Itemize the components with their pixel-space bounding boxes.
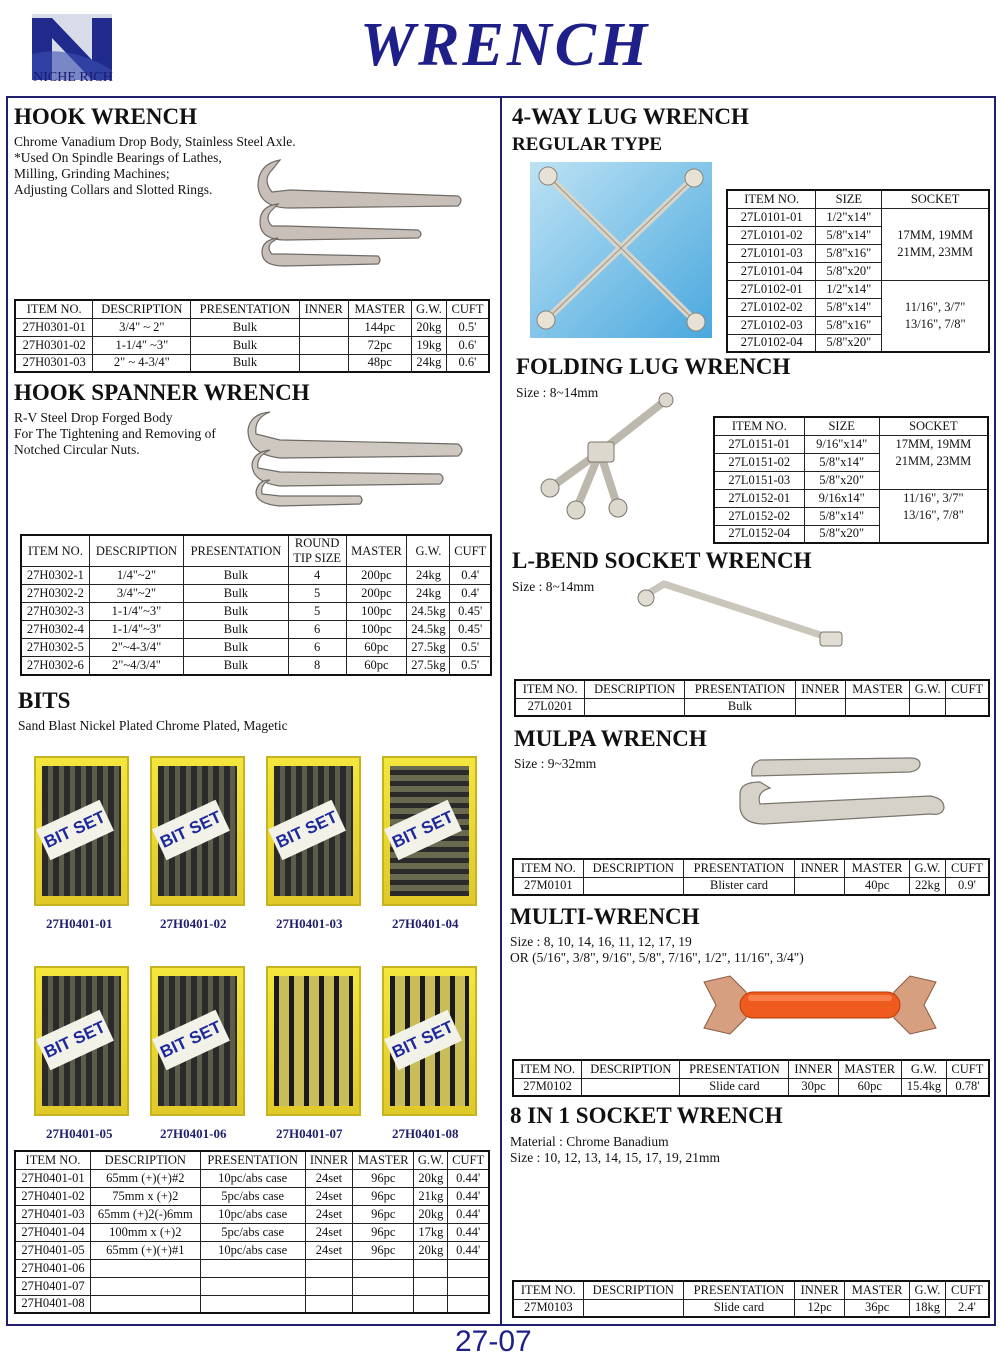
- socket-cell: 17MM, 19MM 21MM, 23MM: [879, 435, 988, 489]
- bit-label: 27H0401-02: [160, 916, 227, 931]
- col-header: CUFT: [448, 1151, 489, 1169]
- col-header: SIZE: [816, 190, 882, 208]
- table-row: 27M0101 Blister card 40pc 22kg 0.9': [513, 877, 989, 895]
- lbend-table: [514, 679, 990, 717]
- bits-heading: BITS: [18, 688, 71, 713]
- table-header-row: [513, 1060, 989, 1078]
- table-row: 27L0152-04 5/8"x20": [714, 525, 988, 543]
- table-row: 27H0301-01 3/4" ~ 2" Bulk 144pc 20kg 0.5': [15, 318, 489, 336]
- socket8-heading: 8 IN 1 SOCKET WRENCH: [510, 1103, 783, 1128]
- bit-label: 27H0401-06: [160, 1126, 227, 1141]
- table-header-row: [513, 859, 989, 877]
- col-header: INNER: [299, 300, 348, 318]
- col-header: ITEM NO.: [15, 1151, 90, 1169]
- col-header: INNER: [795, 1281, 845, 1299]
- socket-cell: 17MM, 19MM 21MM, 23MM: [882, 208, 989, 280]
- col-header: ITEM NO.: [515, 680, 585, 698]
- col-header: DESCRIPTION: [90, 1151, 200, 1169]
- col-header: PRESENTATION: [184, 535, 289, 567]
- col-header: MASTER: [348, 300, 411, 318]
- page-number: 27-07: [455, 1325, 532, 1358]
- table-row: 27H0302-6 2"~4/3/4" Bulk 8 60pc 27.5kg 0.5': [21, 657, 491, 675]
- table-row: 27H0401-02 75mm x (+)2 5pc/abs case 24set 96pc 21kg 0.44': [15, 1187, 489, 1205]
- lug4-heading: 4-WAY LUG WRENCH: [512, 104, 749, 129]
- hook-spanner-desc: R-V Steel Drop Forged Body For The Tightening and Removing of Notched Circular Nuts.: [14, 410, 216, 457]
- table-row: 27H0401-06: [15, 1259, 489, 1277]
- bit-set-photo-01: BIT SET: [34, 756, 129, 906]
- table-row: 27L0101-02 5/8"x14": [727, 226, 989, 244]
- table-row: 27H0302-2 3/4"~2" Bulk 5 200pc 24kg 0.4': [21, 585, 491, 603]
- lbend-size: Size : 8~14mm: [512, 579, 595, 594]
- socket-cell: 11/16", 3/7" 13/16", 7/8": [879, 489, 988, 543]
- col-header: DESCRIPTION: [582, 1060, 680, 1078]
- col-header: DESCRIPTION: [585, 680, 685, 698]
- col-header: PRESENTATION: [683, 859, 794, 877]
- table-header-row: [714, 417, 988, 435]
- col-header: G.W.: [414, 1151, 448, 1169]
- multi-heading: MULTI-WRENCH: [510, 904, 700, 929]
- hook-spanner-heading: HOOK SPANNER WRENCH: [14, 380, 310, 405]
- multi-table: [512, 1059, 990, 1097]
- col-header: G.W.: [411, 300, 446, 318]
- col-header: PRESENTATION: [683, 1281, 794, 1299]
- table-header-row: [513, 1281, 989, 1299]
- col-header: G.W.: [910, 680, 946, 698]
- bit-set-photo-03: BIT SET: [266, 756, 361, 906]
- table-row: 27H0301-02 1-1/4" ~3" Bulk 72pc 19kg 0.6': [15, 336, 489, 354]
- multi-size: Size : 8, 10, 14, 16, 11, 12, 17, 19 OR (5/16", 3/8", 9/16", 5/8", 7/16", 1/2", 11/16", 3/4"): [510, 934, 804, 965]
- page-title: WRENCH: [360, 11, 651, 79]
- table-header-row: [15, 1151, 489, 1169]
- table-row: 27L0151-03 5/8"x20": [714, 471, 988, 489]
- col-header: MASTER: [845, 859, 910, 877]
- bit-label: 27H0401-01: [46, 916, 113, 931]
- col-header: SOCKET: [879, 417, 988, 435]
- col-header: SOCKET: [882, 190, 989, 208]
- table-row: 27H0302-4 1-1/4"~3" Bulk 6 100pc 24.5kg 0.45': [21, 621, 491, 639]
- table-header-row: [727, 190, 989, 208]
- col-header: DESCRIPTION: [89, 535, 183, 567]
- table-row: 27L0102-04 5/8"x20": [727, 334, 989, 352]
- col-header: ROUND TIP SIZE: [288, 535, 346, 567]
- col-header: INNER: [795, 859, 845, 877]
- table-row: 27H0302-3 1-1/4"~3" Bulk 5 100pc 24.5kg 0.45': [21, 603, 491, 621]
- socket-cell: 11/16", 3/7" 13/16", 7/8": [882, 280, 989, 352]
- col-header: DESCRIPTION: [583, 1281, 683, 1299]
- hook-wrench-table: [14, 299, 490, 373]
- table-row: 27L0152-01 9/16x14" 11/16", 3/7" 13/16", 7/8": [714, 489, 988, 507]
- table-row: 27H0401-08: [15, 1295, 489, 1313]
- mulpa-size: Size : 9~32mm: [514, 756, 597, 771]
- bit-set-photo-07: [266, 966, 361, 1116]
- hook-wrench-desc: Chrome Vanadium Drop Body, Stainless Steel Axle. *Used On Spindle Bearings of Lathes, Milling, Grinding Machines; Adjusting Collars and Slotted Rings.: [14, 134, 296, 197]
- col-header: PRESENTATION: [685, 680, 796, 698]
- col-header: G.W.: [909, 859, 945, 877]
- table-row: 27L0102-02 5/8"x14": [727, 298, 989, 316]
- table-row: 27H0401-05 65mm (+)(+)#1 10pc/abs case 24set 96pc 20kg 0.44': [15, 1241, 489, 1259]
- col-header: MASTER: [838, 1060, 901, 1078]
- hook-wrench-heading: HOOK WRENCH: [14, 104, 197, 129]
- col-header: ITEM NO.: [513, 1281, 583, 1299]
- bit-label: 27H0401-08: [392, 1126, 459, 1141]
- table-row: 27L0101-04 5/8"x20": [727, 262, 989, 280]
- col-header: ITEM NO.: [513, 859, 583, 877]
- col-header: CUFT: [946, 1060, 989, 1078]
- col-header: MASTER: [353, 1151, 414, 1169]
- socket8-table: [512, 1280, 990, 1318]
- col-header: ITEM NO.: [727, 190, 816, 208]
- col-header: G.W.: [407, 535, 450, 567]
- table-row: 27L0151-02 5/8"x14": [714, 453, 988, 471]
- col-header: INNER: [795, 680, 845, 698]
- lbend-heading: L-BEND SOCKET WRENCH: [512, 548, 812, 573]
- col-header: PRESENTATION: [680, 1060, 789, 1078]
- bit-label: 27H0401-03: [276, 916, 343, 931]
- col-header: ITEM NO.: [714, 417, 804, 435]
- col-header: ITEM NO.: [15, 300, 93, 318]
- bit-set-photo-08: BIT SET: [382, 966, 477, 1116]
- table-row: 27H0401-03 65mm (+)2(-)6mm 10pc/abs case 24set 96pc 20kg 0.44': [15, 1205, 489, 1223]
- table-row: 27L0101-03 5/8"x16": [727, 244, 989, 262]
- col-header: CUFT: [945, 1281, 989, 1299]
- bit-set-photo-02: BIT SET: [150, 756, 245, 906]
- lug4-subheading: REGULAR TYPE: [512, 134, 663, 155]
- table-header-row: [21, 535, 491, 567]
- bit-label: 27H0401-05: [46, 1126, 113, 1141]
- table-row: 27L0151-01 9/16"x14" 17MM, 19MM 21MM, 23MM: [714, 435, 988, 453]
- mulpa-photo: [730, 754, 950, 834]
- col-header: MASTER: [346, 535, 407, 567]
- column-divider: [500, 98, 502, 1324]
- col-header: G.W.: [909, 1281, 945, 1299]
- mulpa-heading: MULPA WRENCH: [514, 726, 707, 751]
- bit-label: 27H0401-04: [392, 916, 459, 931]
- bit-label: 27H0401-07: [276, 1126, 343, 1141]
- table-row: 27H0301-03 2" ~ 4-3/4" Bulk 48pc 24kg 0.6': [15, 354, 489, 372]
- col-header: DESCRIPTION: [583, 859, 683, 877]
- table-row: 27H0302-1 1/4"~2" Bulk 4 200pc 24kg 0.4': [21, 567, 491, 585]
- col-header: PRESENTATION: [191, 300, 300, 318]
- table-row: 27H0401-04 100mm x (+)2 5pc/abs case 24set 96pc 17kg 0.44': [15, 1223, 489, 1241]
- col-header: INNER: [305, 1151, 352, 1169]
- folding-size: Size : 8~14mm: [516, 385, 599, 400]
- col-header: CUFT: [945, 859, 989, 877]
- hook-spanner-table: [20, 534, 492, 676]
- folding-heading: FOLDING LUG WRENCH: [516, 354, 791, 379]
- brand-name: NICHE RICH: [33, 70, 113, 85]
- col-header: ITEM NO.: [513, 1060, 582, 1078]
- col-header: CUFT: [450, 535, 491, 567]
- col-header: ITEM NO.: [21, 535, 89, 567]
- socket8-desc: Material : Chrome Banadium Size : 10, 12, 13, 14, 15, 17, 19, 21mm: [510, 1134, 720, 1165]
- table-row: 27L0152-02 5/8"x14": [714, 507, 988, 525]
- table-row: 27M0103 Slide card 12pc 36pc 18kg 2.4': [513, 1299, 989, 1317]
- col-header: CUFT: [946, 680, 989, 698]
- hook-spanner-photo: [240, 408, 470, 508]
- col-header: PRESENTATION: [200, 1151, 305, 1169]
- bits-desc: Sand Blast Nickel Plated Chrome Plated, Magetic: [18, 718, 288, 733]
- table-header-row: [515, 680, 989, 698]
- bit-set-photo-04: BIT SET: [382, 756, 477, 906]
- table-row: 27H0401-01 65mm (+)(+)#2 10pc/abs case 24set 96pc 20kg 0.44': [15, 1169, 489, 1187]
- lug4-photo: [530, 162, 712, 338]
- bit-set-photo-05: BIT SET: [34, 966, 129, 1116]
- col-header: G.W.: [901, 1060, 946, 1078]
- table-row: 27L0101-01 1/2"x14" 17MM, 19MM 21MM, 23MM: [727, 208, 989, 226]
- mulpa-table: [512, 858, 990, 896]
- col-header: DESCRIPTION: [93, 300, 191, 318]
- hook-wrench-photo: [250, 150, 480, 275]
- table-row: 27H0302-5 2"~4-3/4" Bulk 6 60pc 27.5kg 0.5': [21, 639, 491, 657]
- col-header: SIZE: [804, 417, 879, 435]
- table-row: 27L0102-01 1/2"x14" 11/16", 3/7" 13/16", 7/8": [727, 280, 989, 298]
- col-header: MASTER: [845, 1281, 910, 1299]
- multi-wrench-photo: [700, 972, 940, 1038]
- col-header: CUFT: [446, 300, 489, 318]
- bits-table: [14, 1150, 490, 1314]
- lbend-photo: [630, 576, 850, 656]
- folding-table: [713, 416, 989, 544]
- col-header: MASTER: [845, 680, 909, 698]
- col-header: INNER: [789, 1060, 838, 1078]
- table-row: 27H0401-07: [15, 1277, 489, 1295]
- lug4-table: [726, 189, 990, 353]
- folding-photo: [530, 392, 700, 527]
- table-row: 27L0201 Bulk: [515, 698, 989, 716]
- table-row: 27L0102-03 5/8"x16": [727, 316, 989, 334]
- table-header-row: [15, 300, 489, 318]
- table-row: 27M0102 Slide card 30pc 60pc 15.4kg 0.78': [513, 1078, 989, 1096]
- bit-set-photo-06: BIT SET: [150, 966, 245, 1116]
